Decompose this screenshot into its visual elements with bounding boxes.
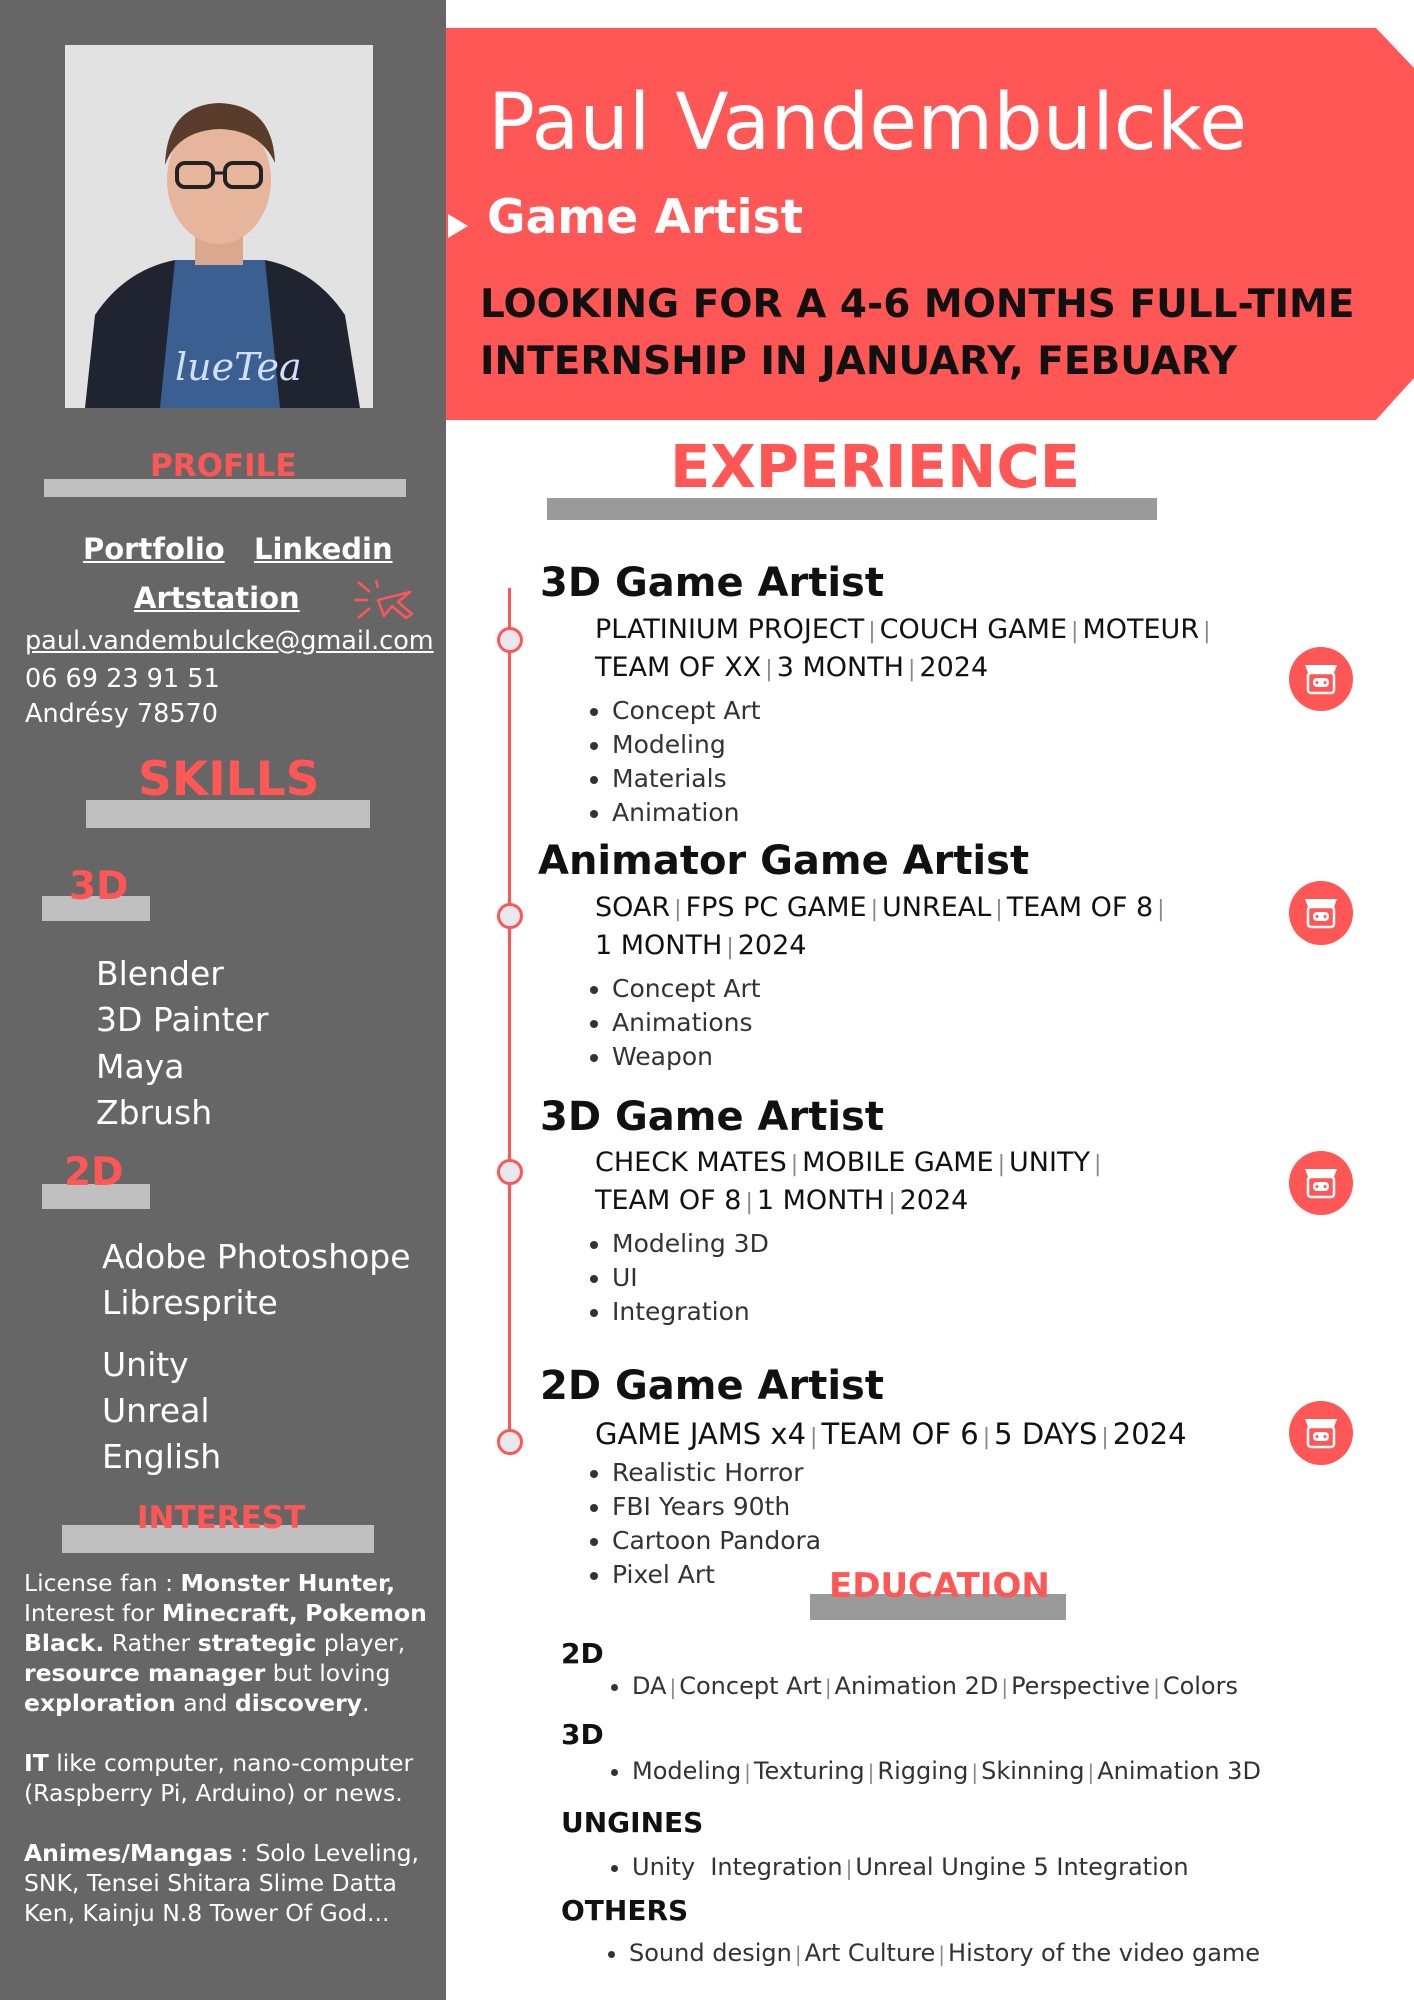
job-meta-item: 1 MONTH: [756, 1185, 885, 1216]
list-item: • Integration: [612, 1295, 769, 1329]
separator: |: [794, 1942, 802, 1966]
interest-text-part: : Solo Leveling, SNK, Tensei Shitara Slime Datta Ken, Kainju N.8 Tower Of God...: [24, 1839, 419, 1927]
skills-3d-title: 3D: [69, 864, 129, 909]
separator: |: [674, 897, 682, 922]
list-item: [629, 1939, 1260, 1967]
education-item: Colors: [1162, 1672, 1238, 1700]
separator: |: [669, 1675, 677, 1699]
interest-bold: exploration: [24, 1689, 176, 1717]
list-item: [632, 1853, 1189, 1881]
separator: |: [1093, 1152, 1102, 1177]
education-item: Skinning: [981, 1757, 1085, 1785]
interest-text-part: .: [362, 1689, 370, 1717]
timeline-node: [497, 903, 523, 929]
interest-bold: Animes/Mangas: [24, 1839, 233, 1867]
candidate-role: Game Artist: [487, 190, 804, 245]
list-item: • Concept Art: [612, 972, 761, 1006]
list-item: • Cartoon Pandora: [612, 1524, 821, 1558]
interest-title: INTEREST: [137, 1500, 306, 1536]
profile-title: PROFILE: [150, 448, 297, 484]
interest-text-part: License fan :: [24, 1569, 181, 1597]
education-items: [604, 1853, 1189, 1881]
job-meta-item: CHECK MATES: [595, 1147, 787, 1178]
phone-text: 06 69 23 91 51: [25, 664, 220, 694]
separator: |: [1071, 619, 1079, 644]
game-controller-shop-icon: [1289, 647, 1353, 711]
separator: |: [744, 1760, 751, 1784]
job-meta-item: 5 DAYS: [994, 1417, 1098, 1451]
education-items: [604, 1672, 1238, 1700]
job-meta-item: SOAR: [595, 892, 671, 923]
separator: |: [938, 1942, 946, 1966]
education-title: EDUCATION: [829, 1566, 1050, 1606]
timeline-node: [497, 627, 523, 653]
portfolio-link[interactable]: Portfolio: [83, 532, 225, 566]
separator: |: [888, 1190, 896, 1215]
list-item: • FBI Years 90th: [612, 1490, 821, 1524]
job-meta-item: COUCH GAME: [879, 614, 1068, 645]
interest-text-part: Interest for: [24, 1599, 162, 1627]
separator: |: [971, 1760, 979, 1784]
job-bullets: [584, 972, 761, 1074]
separator: |: [845, 1856, 853, 1880]
separator: |: [870, 897, 878, 922]
list-item: • Animation: [612, 796, 761, 830]
interest-paragraph-it: [24, 1748, 444, 1808]
separator: |: [1203, 619, 1211, 644]
job-meta-item: 2024: [899, 1185, 969, 1216]
job-title: 2D Game Artist: [540, 1363, 884, 1409]
education-item: Modeling: [632, 1757, 742, 1785]
game-controller-shop-icon: [1289, 1401, 1353, 1465]
job-meta-item: 2024: [1112, 1417, 1187, 1451]
cursor-click-icon: [348, 578, 418, 628]
interest-bold: Minecraft,: [161, 1599, 298, 1627]
education-items: [604, 1757, 1261, 1785]
game-controller-shop-icon: [1289, 1151, 1353, 1215]
job-meta-item: 2024: [737, 930, 807, 961]
education-item: Animation 2D: [834, 1672, 999, 1700]
interest-bold: Pokemon Black.: [24, 1599, 427, 1657]
interest-text-part: and: [175, 1689, 235, 1717]
linkedin-link[interactable]: Linkedin: [254, 532, 393, 566]
list-item: • Pixel Art: [612, 1558, 821, 1592]
list-item: • Realistic Horror: [612, 1456, 821, 1490]
interest-text: [24, 1568, 444, 1958]
skill-item: Adobe Photoshope: [102, 1237, 411, 1276]
skill-item: Unity: [102, 1345, 189, 1384]
skill-item: Libresprite: [102, 1283, 278, 1322]
experience-title: EXPERIENCE: [670, 432, 1081, 501]
education-item: History of the video game: [948, 1939, 1261, 1967]
job-meta: [595, 1145, 1105, 1221]
timeline-node: [497, 1159, 523, 1185]
job-meta: [595, 1416, 1187, 1456]
interest-paragraph-animes: [24, 1838, 444, 1928]
timeline-line: [508, 588, 511, 1438]
job-title: Animator Game Artist: [538, 838, 1030, 884]
education-group-title: OTHERS: [561, 1894, 689, 1927]
job-title: 3D Game Artist: [540, 560, 884, 606]
interest-text-part: Rather: [104, 1629, 198, 1657]
list-item: • Concept Art: [612, 694, 761, 728]
skills-title: SKILLS: [138, 752, 320, 807]
separator: |: [867, 1760, 875, 1784]
job-meta-item: TEAM OF XX: [595, 652, 762, 683]
job-meta-item: 3 MONTH: [776, 652, 904, 683]
interest-bold: discovery: [234, 1689, 362, 1717]
separator: |: [726, 935, 734, 960]
skill-item: Zbrush: [96, 1093, 213, 1132]
experience-title-bar: [547, 498, 1157, 520]
separator: |: [824, 1675, 832, 1699]
education-item: DA: [632, 1672, 667, 1700]
job-meta-item: PLATINIUM PROJECT: [595, 614, 865, 645]
job-meta: [595, 612, 1215, 688]
separator: |: [1087, 1760, 1095, 1784]
education-item: Unreal Ungine 5 Integration: [855, 1853, 1189, 1881]
job-meta-item: 2024: [919, 652, 989, 683]
interest-text-part: player,: [316, 1629, 406, 1657]
game-controller-shop-icon: [1289, 881, 1353, 945]
interest-paragraph-games: [24, 1568, 444, 1718]
list-item: • Materials: [612, 762, 761, 796]
education-group-title: 2D: [561, 1637, 604, 1670]
skill-item: 3D Painter: [96, 1000, 269, 1039]
list-item: • Animations: [612, 1006, 761, 1040]
separator: |: [1157, 897, 1165, 922]
list-item: • Weapon: [612, 1040, 761, 1074]
skill-item: Blender: [96, 954, 224, 993]
separator: |: [790, 1152, 799, 1177]
job-bullets: [584, 1227, 769, 1329]
separator: |: [1101, 1425, 1109, 1450]
separator: |: [745, 1190, 753, 1215]
profile-photo: [65, 45, 373, 408]
separator: |: [982, 1425, 991, 1450]
job-meta-item: UNITY: [1009, 1147, 1090, 1178]
job-bullets: [584, 1456, 821, 1592]
education-item: Unity Integration: [632, 1853, 843, 1881]
separator: |: [908, 657, 916, 682]
interest-bold: IT: [24, 1749, 49, 1777]
job-meta-item: TEAM OF 6: [821, 1417, 979, 1451]
email-link[interactable]: paul.vandembulcke@gmail.com: [25, 626, 434, 656]
skill-item: English: [102, 1437, 222, 1476]
education-item: Art Culture: [804, 1939, 936, 1967]
list-item: [632, 1672, 1238, 1700]
education-item: Rigging: [877, 1757, 969, 1785]
skills-2d-title: 2D: [64, 1150, 124, 1195]
job-meta-item: TEAM OF 8: [1006, 892, 1154, 923]
job-meta: [595, 890, 1169, 966]
skill-item: Unreal: [102, 1391, 210, 1430]
list-item: • UI: [612, 1261, 769, 1295]
timeline-node: [497, 1429, 523, 1455]
separator: |: [997, 1152, 1006, 1177]
looking-for-text: LOOKING FOR A 4-6 MONTHS FULL-TIME INTERNSHIP IN JANUARY, FEBUARY: [480, 282, 1355, 384]
separator: |: [868, 619, 876, 644]
svg-text:lueTea: lueTea: [175, 345, 302, 389]
education-item: Concept Art: [679, 1672, 822, 1700]
job-meta-item: UNREAL: [882, 892, 992, 923]
list-item: • Modeling: [612, 728, 761, 762]
separator: |: [1153, 1675, 1160, 1699]
job-meta-item: 1 MONTH: [595, 930, 723, 961]
job-title: 3D Game Artist: [540, 1094, 884, 1140]
education-items: [601, 1939, 1260, 1967]
education-group-title: UNGINES: [561, 1806, 704, 1839]
interest-bold: strategic: [197, 1629, 317, 1657]
job-meta-item: TEAM OF 8: [595, 1185, 742, 1216]
education-item: Perspective: [1011, 1672, 1151, 1700]
job-meta-item: FPS PC GAME: [685, 892, 867, 923]
education-group-title: 3D: [561, 1718, 604, 1751]
interest-bold: Monster Hunter,: [180, 1569, 396, 1597]
candidate-name: Paul Vandembulcke: [488, 78, 1248, 168]
job-meta-item: MOTEUR: [1082, 614, 1200, 645]
job-meta-item: MOBILE GAME: [802, 1147, 994, 1178]
skill-item: Maya: [96, 1047, 185, 1086]
job-meta-item: GAME JAMS x4: [595, 1417, 807, 1451]
education-item: Animation 3D: [1097, 1757, 1261, 1785]
interest-text-part: but loving: [265, 1659, 391, 1687]
separator: |: [765, 657, 773, 682]
list-item: [632, 1757, 1261, 1785]
separator: |: [810, 1425, 818, 1450]
interest-text-part: like computer, nano-computer (Raspberry Pi, Arduino) or news.: [24, 1749, 414, 1807]
separator: |: [1001, 1675, 1009, 1699]
education-item: Sound design: [629, 1939, 792, 1967]
job-bullets: [584, 694, 761, 830]
location-text: Andrésy 78570: [25, 699, 219, 729]
list-item: • Modeling 3D: [612, 1227, 769, 1261]
education-item: Texturing: [753, 1757, 865, 1785]
artstation-link[interactable]: Artstation: [134, 581, 300, 615]
separator: |: [995, 897, 1003, 922]
interest-bold: resource manager: [24, 1659, 266, 1687]
